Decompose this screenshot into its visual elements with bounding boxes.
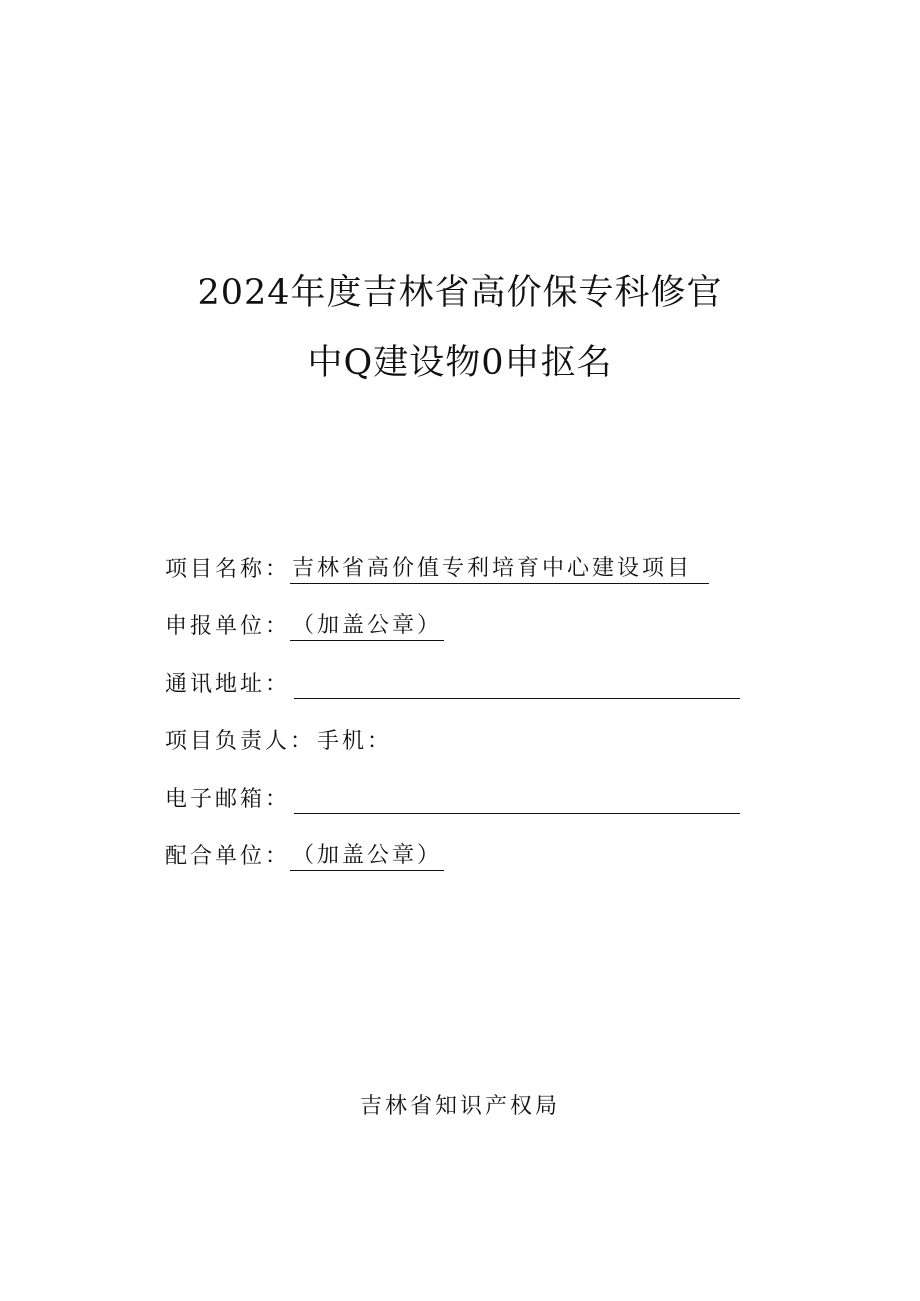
address-label: 通讯地址：	[165, 672, 291, 697]
field-project-name	[165, 552, 709, 584]
email-label: 电子邮箱：	[165, 787, 291, 812]
address-blank-line	[294, 673, 740, 699]
field-project-leader	[165, 724, 394, 756]
project-name-label: 项目名称：	[165, 557, 291, 582]
project-name-value: 吉林省高价值专利培育中心建设项目	[290, 558, 709, 584]
project-leader-label: 项目负责人：	[165, 729, 316, 754]
field-applicant-unit	[165, 609, 444, 641]
document-title-line-1: 2024年度吉林省高价保专科修官	[197, 273, 723, 313]
document-title-line-2: 中Q建设物0申抠名	[307, 343, 613, 383]
applicant-unit-value: （加盖公章）	[290, 615, 444, 641]
cooperating-unit-label: 配合单位：	[165, 844, 291, 869]
email-blank-line	[294, 788, 740, 814]
field-address	[165, 667, 740, 699]
field-cooperating-unit	[165, 839, 444, 871]
cooperating-unit-value: （加盖公章）	[290, 845, 444, 871]
project-leader-phone-label: 手机：	[317, 729, 393, 754]
applicant-unit-label: 申报单位：	[165, 614, 291, 639]
field-email	[165, 782, 740, 814]
issuing-authority: 吉林省知识产权局	[359, 1094, 560, 1119]
